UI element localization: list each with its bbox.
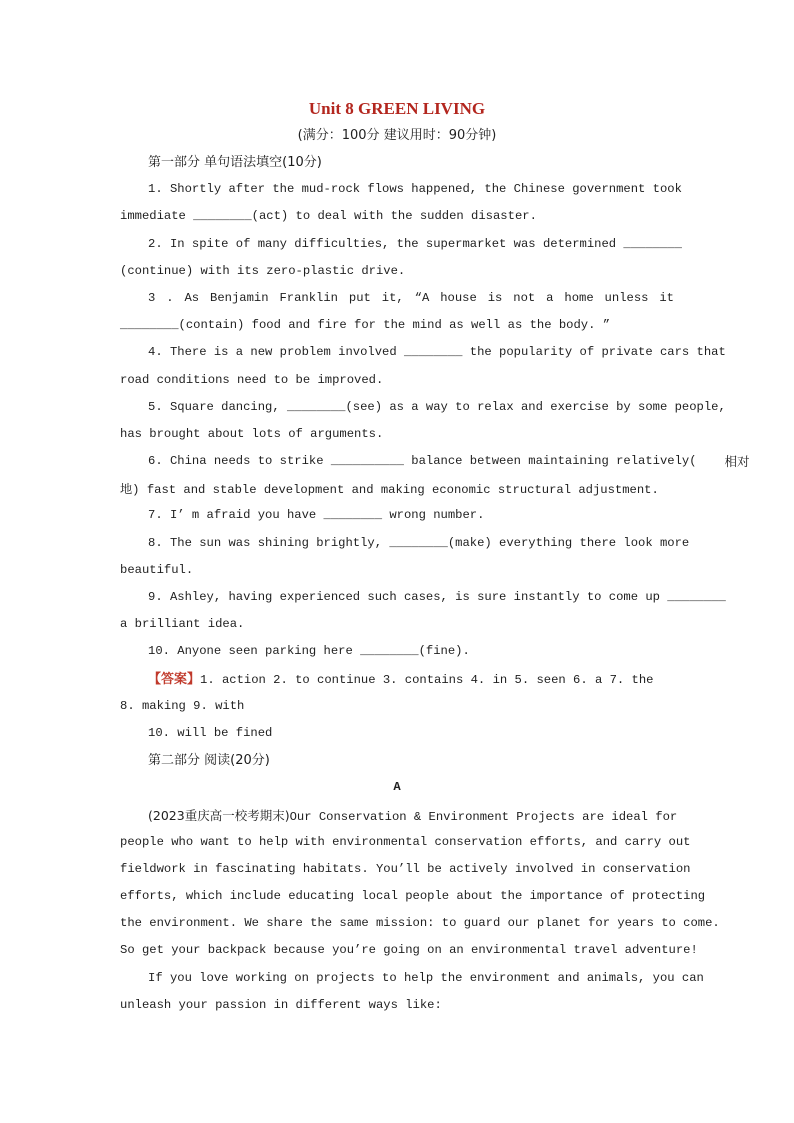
passage-line4: efforts, which include educating local people about the importance of protecting — [120, 889, 706, 904]
passage-line5: the environment. We share the same mission: to guard our planet for years to come. — [120, 916, 720, 931]
question-3-line1: 3 . As Benjamin Franklin put it, “A house is not a home unless it — [148, 290, 674, 305]
question-2-line1: 2. In spite of many difficulties, the supermarket was determined ________ — [148, 236, 682, 251]
question-8-line2: beautiful. — [120, 562, 194, 577]
question-6-cn-tail: 相对 — [724, 454, 750, 470]
question-9-line2: a brilliant idea. — [120, 617, 245, 632]
question-6-text: 6. China needs to strike __________ balance between maintaining relatively( — [148, 454, 697, 469]
question-10: 10. Anyone seen parking here ________(fine). — [148, 644, 470, 659]
passage-label: A — [393, 780, 401, 795]
question-7: 7. I’ m afraid you have ________ wrong number. — [148, 508, 485, 523]
question-5-line2: has brought about lots of arguments. — [120, 426, 384, 441]
question-6-line1 — [120, 448, 750, 475]
passage-line8: unleash your passion in different ways like: — [120, 997, 442, 1012]
part2-heading: 第二部分 阅读(20分) — [148, 753, 270, 769]
question-4-line1: 4. There is a new problem involved ________ the popularity of private cars that — [148, 345, 726, 360]
answer-line3: 10. will be fined — [148, 725, 273, 740]
question-4-line2: road conditions need to be improved. — [120, 372, 384, 387]
score-time-note: (满分：100分 建议用时：90分钟) — [297, 128, 497, 143]
question-3-line2: ________(contain) food and fire for the mind as well as the body. ” — [120, 318, 611, 333]
passage-line1 — [120, 802, 678, 829]
answer-line1 — [120, 666, 674, 693]
question-1-line1: 1. Shortly after the mud-rock flows happened, the Chinese government took — [148, 182, 682, 197]
document-page — [120, 96, 750, 1019]
passage-line1-text: Our Conservation & Environment Projects are ideal for — [289, 809, 678, 824]
question-6-line2 — [120, 475, 674, 502]
passage-line3: fieldwork in fascinating habitats. You’ll be actively involved in conservation — [120, 861, 691, 876]
answer-line2: 8. making 9. with — [120, 698, 245, 713]
passage-line6: So get your backpack because you’re going on an environmental travel adventure! — [120, 943, 698, 958]
passage-source: (2023重庆高一校考期末) — [148, 807, 290, 823]
unit-title: Unit 8 GREEN LIVING — [308, 99, 486, 118]
question-9-line1: 9. Ashley, having experienced such cases, is sure instantly to come up ________ — [148, 590, 726, 604]
passage-line2: people who want to help with environmental conservation efforts, and carry out — [120, 834, 691, 849]
answer-tag: 【答案】 — [148, 671, 201, 687]
question-8-line1: 8. The sun was shining brightly, ________(make) everything there look more — [148, 535, 690, 550]
passage-line7: If you love working on projects to help the environment and animals, you can — [148, 970, 704, 985]
question-6-text-2: 地) fast and stable development and making economic structural adjustment. — [120, 483, 659, 498]
question-1-line2: immediate ________(act) to deal with the sudden disaster. — [120, 209, 537, 224]
question-2-line2: (continue) with its zero-plastic drive. — [120, 263, 406, 278]
question-5-line1: 5. Square dancing, ________(see) as a way to relax and exercise by some people, — [148, 399, 726, 414]
part1-heading: 第一部分 单句语法填空(10分) — [148, 155, 322, 170]
answer-text-1: 1. action 2. to continue 3. contains 4. in 5. seen 6. a 7. the — [200, 672, 654, 687]
